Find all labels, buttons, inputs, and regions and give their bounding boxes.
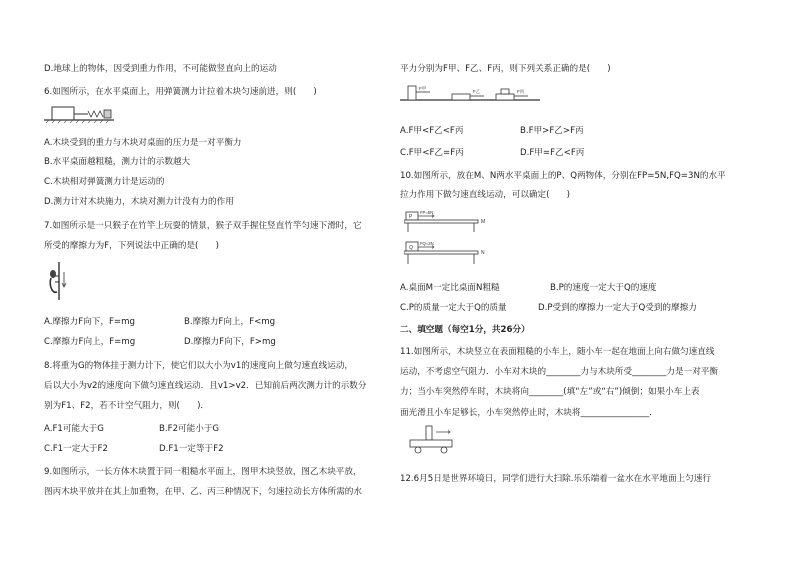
q10-option-c: C.P的质量一定大于Q的质量 [400, 303, 507, 313]
label-m: M [481, 219, 486, 225]
q12-line1: 12.6月5日是世界环境日，同学们进行大扫除.乐乐端着一盆水在水平地面上匀速行 [400, 474, 711, 484]
q8-option-b: B.F2可能小于G [159, 424, 220, 434]
right-column [400, 0, 770, 562]
q9-cont-line: 平力分别为F甲、F乙、F丙，则下列关系正确的是( ) [400, 64, 611, 74]
table-n [404, 251, 478, 254]
label-p: P [409, 214, 413, 220]
q6-figure [44, 104, 114, 126]
q5-option-d: D.地球上的物体，因受到重力作用，不可能做竖直向上的运动 [44, 64, 277, 74]
q9-line2: 图丙木块平放并在其上加重物，在甲、乙、丙三种情况下，匀速拉动长方体所需的水 [44, 487, 362, 497]
q11-cart-figure [406, 424, 462, 456]
label-f-bing: F丙 [517, 89, 525, 94]
q11-line4: 面光滑且小车足够长，小车突然停止时，木块将________________． [400, 408, 658, 418]
q9-option-c: C.F甲<F乙=F丙 [400, 148, 464, 158]
q6-option-d: D.测力计对木块施力，木块对测力计没有力的作用 [44, 197, 234, 207]
left-column [44, 0, 414, 562]
q10-figure [404, 208, 494, 268]
block-upright [408, 86, 416, 100]
q11-line1: 11.如图所示，木块竖立在表面粗糙的小车上，随小车一起在地面上向右做匀速直线 [400, 347, 715, 357]
q10-option-d: D.P受到的摩擦力一定大于Q受到的摩擦力 [538, 303, 697, 313]
q7-stem-line1: 7.如图所示是一只猴子在竹竿上玩耍的情景，猴子双手握住竖直竹竿匀速下滑时，它 [44, 221, 362, 231]
q11-line2: 运动，不考虑空气阻力．小车对木块的________力与木块所受________力是一对平衡 [400, 367, 718, 377]
monkey-head [50, 270, 56, 278]
q9-option-b: B.F甲>F乙>F丙 [520, 126, 584, 136]
q7-stem-line2: 所受的摩擦力为F，下列说法中正确的是( ) [44, 241, 219, 251]
q6-option-c: C.木块相对弹簧测力计是运动的 [44, 177, 165, 187]
table-m [404, 220, 478, 223]
spring-shape [88, 111, 103, 117]
q6-option-a: A.木块受到的重力与木块对桌面的压力是一对平衡力 [44, 138, 242, 148]
q8-option-d: D.F1一定等于F2 [159, 444, 224, 454]
q8-option-c: C.F1一定大于F2 [44, 444, 108, 454]
q9-line1: 9.如图所示，一长方体木块置于同一粗糙水平面上，图甲木块竖放，图乙木块平放， [44, 467, 362, 477]
q9-option-a: A.F甲<F乙<F丙 [400, 126, 464, 136]
q10-option-b: B.P的速度一定大于Q的速度 [550, 283, 657, 293]
label-f-yi: F乙 [473, 89, 481, 94]
label-f-jia: F甲 [419, 86, 427, 91]
q7-option-d: D.摩擦力F向下，F>mg [184, 337, 276, 347]
q7-option-a: A.摩擦力F向下，F=mg [44, 317, 135, 327]
wheel-left [415, 447, 421, 453]
q10-line2: 拉力作用下做匀速直线运动，可以确定( ) [400, 190, 570, 200]
q7-option-c: C.摩擦力F向上，F=mg [44, 337, 136, 347]
q6-stem: 6.如图所示，在水平桌面上，用弹簧测力计拉着木块匀速前进，则( ) [44, 87, 317, 97]
q8-line2: 后以大小为v2的速度向下做匀速直线运动．且v1>v2．已知前后两次测力计的示数分 [44, 381, 367, 391]
q9-option-d: D.F甲=F乙<F丙 [520, 148, 585, 158]
block-flat-loaded [496, 94, 514, 100]
label-fq: FQ=3N [420, 241, 434, 246]
weight-shape [501, 89, 509, 94]
label-fp: FP=5N [420, 210, 434, 215]
q8-option-a: A.F1可能大于G [44, 424, 104, 434]
q8-line1: 8.将重为G的物体挂于测力计下，使它们以大小为v1的速度向上做匀速直线运动， [44, 361, 354, 371]
q11-line3: 力；当小车突然停车时，木块将向________(填“左”或“右”)倾倒；如果小车上表 [400, 387, 700, 397]
upright-block [426, 426, 432, 440]
q7-monkey-figure [44, 262, 74, 300]
block-flat [452, 94, 470, 100]
wheel-right [441, 447, 447, 453]
q10-line1: 10.如图所示，放在M、N两水平桌面上的P、Q两物体，分别在FP=5N,FQ=3N的水平 [400, 171, 726, 181]
label-n: N [481, 250, 485, 256]
label-q: Q [409, 245, 413, 251]
cart-body [410, 440, 452, 447]
section2-title: 二、填空题（每空1分，共26分） [400, 325, 530, 335]
q8-line3: 别为F1、F2，若不计空气阻力，则( )． [44, 401, 210, 411]
q7-option-b: B.摩擦力F向上，F<mg [184, 317, 276, 327]
block-shape [52, 107, 74, 120]
q10-option-a: A.桌面M一定比桌面N粗糙 [400, 283, 500, 293]
q6-option-b: B.水平桌面越粗糙，测力计的示数越大 [44, 157, 191, 167]
q9-figure [400, 84, 540, 106]
